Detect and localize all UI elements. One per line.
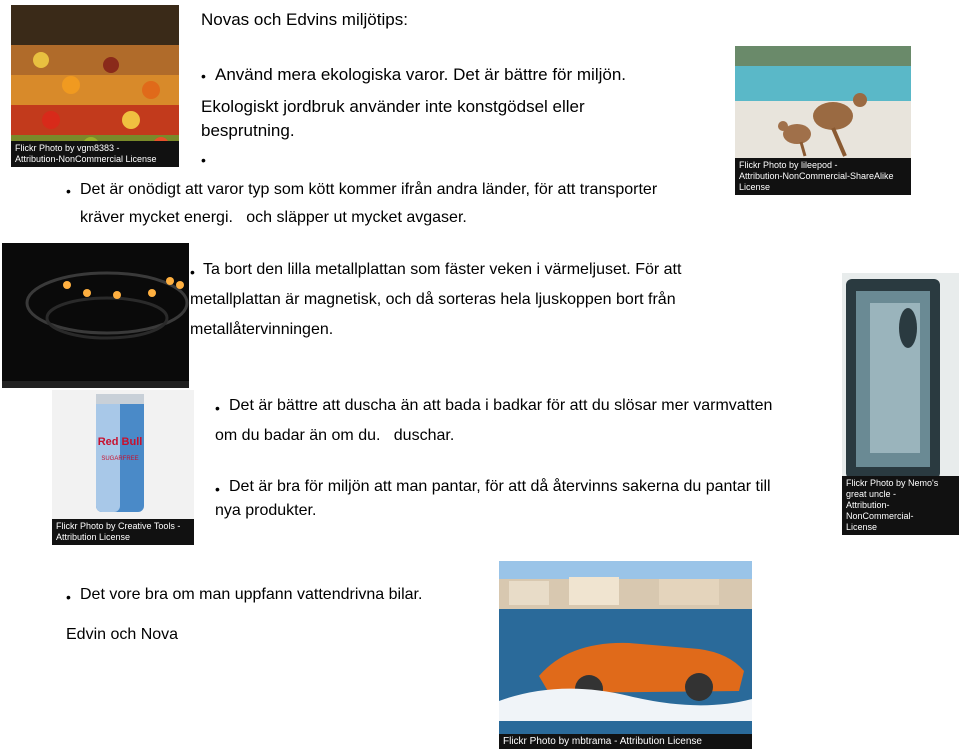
credit-line: Flickr Photo by Creative Tools - — [56, 521, 181, 531]
tip-5-line-2: nya produkter. — [215, 502, 317, 519]
candles-photo — [2, 243, 189, 388]
tip-4-line-2: om du badar än om du. duschar. — [215, 427, 455, 444]
bullet-icon: • — [215, 481, 220, 497]
credit-line: License — [846, 522, 878, 532]
car-photo — [499, 561, 752, 749]
tip-1-line-3: besprutning. — [201, 121, 295, 140]
car-image — [499, 561, 752, 749]
bullet-icon: • — [201, 152, 206, 168]
candles-image — [2, 243, 189, 388]
photo-credit — [11, 141, 179, 167]
bullet-icon: • — [190, 264, 195, 280]
credit-line: Flickr Photo by mbtrama - Attribution License — [503, 736, 702, 747]
tip-1-line-1: Använd mera ekologiska varor. Det är bättre för miljön. — [215, 65, 627, 84]
tip-3-line-3: metallåtervinningen. — [190, 321, 334, 338]
bullet-icon: • — [215, 400, 220, 416]
tip-6-line-1: Det vore bra om man uppfann vattendrivna bilar. — [80, 586, 423, 603]
credit-line: Attribution License — [56, 532, 131, 542]
can-brand: Red Bull — [97, 436, 143, 448]
tip-3-line-1: Ta bort den lilla metallplattan som fäster veken i värmeljuset. För att — [203, 261, 682, 278]
credit-line: great uncle - — [846, 489, 897, 499]
redbull-photo — [52, 390, 194, 545]
credit-line: Attribution-NonCommercial- — [846, 500, 914, 521]
tip-1-line-2: Ekologiskt jordbruk använder inte konstgödsel eller — [201, 97, 585, 116]
credit-line: Flickr Photo by vgm8383 - — [15, 143, 120, 153]
photo-credit — [735, 158, 911, 195]
market-photo — [11, 5, 179, 167]
credit-line: Attribution-NonCommercial-ShareAlike License — [739, 171, 894, 192]
bullet-icon: • — [201, 68, 206, 84]
photo-credit — [499, 734, 752, 749]
bullet-icon: • — [66, 183, 71, 199]
tip-2-line-2: kräver mycket energi. och släpper ut mycket avgaser. — [80, 209, 467, 226]
credit-line: Attribution-NonCommercial License — [15, 154, 157, 164]
shower-photo — [842, 273, 959, 535]
bullet-icon: • — [66, 589, 71, 605]
photo-credit — [52, 519, 194, 545]
kangaroo-photo — [735, 46, 911, 195]
credit-line: Flickr Photo by lileepod - — [739, 160, 838, 170]
tip-2-line-1: Det är onödigt att varor typ som kött kommer ifrån andra länder, för att transporter — [80, 181, 658, 198]
tip-5-line-1: Det är bra för miljön att man pantar, för att då återvinns sakerna du pantar till — [229, 478, 771, 495]
credit-line: Flickr Photo by Nemo's — [846, 478, 939, 488]
tip-3-line-2: metallplattan är magnetisk, och då sorteras hela ljuskoppen bort från — [190, 291, 676, 308]
photo-credit — [842, 476, 959, 535]
can-sub: SUGARFREE — [101, 456, 139, 462]
tip-4-line-1: Det är bättre att duscha än att bada i badkar för att du slösar mer varmvatten — [229, 397, 773, 414]
page-title: Novas och Edvins miljötips: — [201, 10, 408, 29]
signature: Edvin och Nova — [66, 626, 179, 643]
